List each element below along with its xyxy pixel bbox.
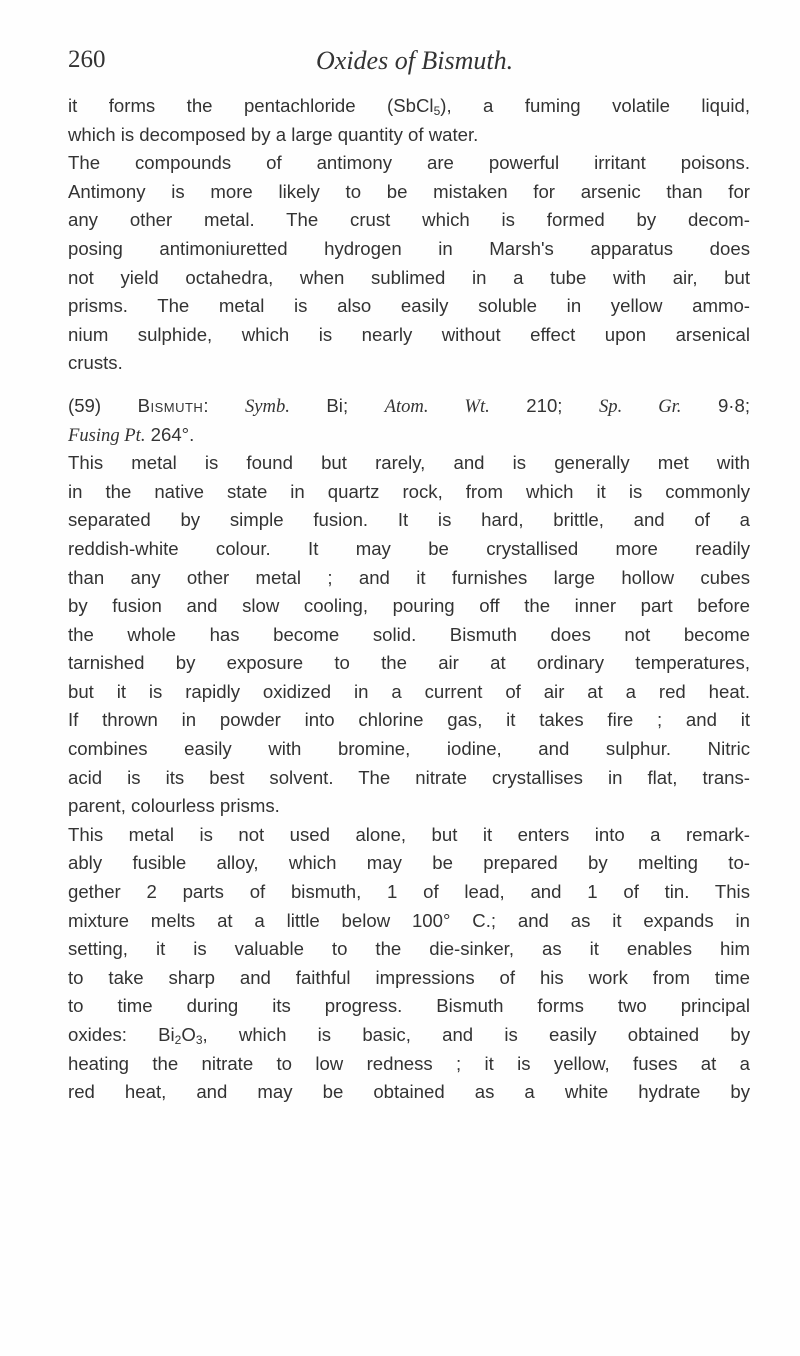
text-line: separated by simple fusion. It is hard, brittle, and of a [68, 509, 750, 531]
text-line: red heat, and may be obtained as a white hydrate by [68, 1081, 750, 1103]
text-line: oxides: $Bi_2O_3$, which is basic, and is easily obtained by [68, 1024, 750, 1047]
page-header [68, 46, 748, 86]
text-line: crusts. [68, 352, 123, 374]
text-line: (59) Bismuth: Symb. Bi; Atom. Wt. 210; Sp. Gr. 9·8; [68, 394, 750, 417]
symbol-label: Symb. [244, 395, 290, 417]
text-line: to time during its progress. Bismuth forms two principal [68, 995, 750, 1017]
text-line: tarnished by exposure to the air at ordinary temperatures, [68, 652, 750, 674]
text-line: posing antimoniuretted hydrogen in Marsh's apparatus does [68, 237, 750, 259]
text-line: combines easily with bromine, iodine, and sulphur. Nitric [68, 738, 750, 760]
atomic-weight-value: 210; [526, 394, 563, 416]
text-line: setting, it is valuable to the die-sinker, as it enables him [68, 938, 750, 960]
text-line: mixture melts at a little below 100° C.; and as it expands in [68, 909, 750, 931]
text-line: the whole has become solid. Bismuth does not become [68, 623, 750, 645]
symbol-value: Bi; [326, 394, 349, 416]
text-line: in the native state in quartz rock, from which it is commonly [68, 480, 750, 502]
text-line: ably fusible alloy, which may be prepared by melting to- [68, 852, 750, 874]
page-number: 260 [68, 46, 106, 73]
element-name: Bismuth [137, 394, 204, 416]
text-line: gether 2 parts of bismuth, 1 of lead, and 1 of tin. This [68, 881, 750, 903]
text-line: to take sharp and faithful impressions of his work from time [68, 966, 750, 988]
text-line [68, 421, 750, 450]
text-line: Antimony is more likely to be mistaken for arsenic than for [68, 180, 750, 202]
atomic-weight-label: Atom. Wt. [384, 395, 490, 417]
specific-gravity-label: Sp. Gr. [598, 395, 682, 417]
text-line: prisms. The metal is also easily soluble in yellow ammo- [68, 295, 750, 317]
text-line: but it is rapidly oxidized in a current of air at a red heat. [68, 680, 750, 702]
paragraph-gap [68, 378, 750, 392]
fusing-point-label: Fusing Pt. [68, 424, 146, 446]
text-line: heating the nitrate to low redness ; it is yellow, fuses at a [68, 1052, 750, 1074]
text-line: This metal is found but rarely, and is generally met with [68, 452, 750, 474]
text-line: any other metal. The crust which is formed by decom- [68, 209, 750, 231]
text-line: If thrown in powder into chlorine gas, it takes fire ; and it [68, 709, 750, 731]
text-line: reddish-white colour. It may be crystallised more readily [68, 537, 750, 559]
text-line: acid is its best solvent. The nitrate crystallises in flat, trans- [68, 766, 750, 788]
text-line: nium sulphide, which is nearly without effect upon arsenical [68, 323, 750, 345]
text-line: parent, colourless prisms. [68, 795, 280, 817]
text-line: it forms the pentachloride (SbCl$_5$), a fuming volatile liquid, [68, 95, 750, 118]
paragraph-bismuth-alloy [68, 821, 750, 1107]
page-body [68, 92, 750, 1107]
text-line: not yield octahedra, when sublimed in a tube with air, but [68, 266, 750, 288]
paragraph-antimony [68, 92, 750, 378]
text-line: which is decomposed by a large quantity of water. [68, 123, 479, 145]
section-bismuth-heading [68, 392, 750, 449]
text-line: The compounds of antimony are powerful irritant poisons. [68, 152, 750, 174]
specific-gravity-value: 9·8; [717, 394, 750, 416]
running-head: Oxides of Bismuth. [316, 46, 514, 75]
text-line: by fusion and slow cooling, pouring off the inner part before [68, 595, 750, 617]
paragraph-bismuth-properties [68, 449, 750, 821]
fusing-point-value: 264°. [150, 423, 195, 445]
text-line: than any other metal ; and it furnishes large hollow cubes [68, 566, 750, 588]
text-line: This metal is not used alone, but it enters into a remark- [68, 823, 750, 845]
section-number: (59) [68, 394, 102, 416]
